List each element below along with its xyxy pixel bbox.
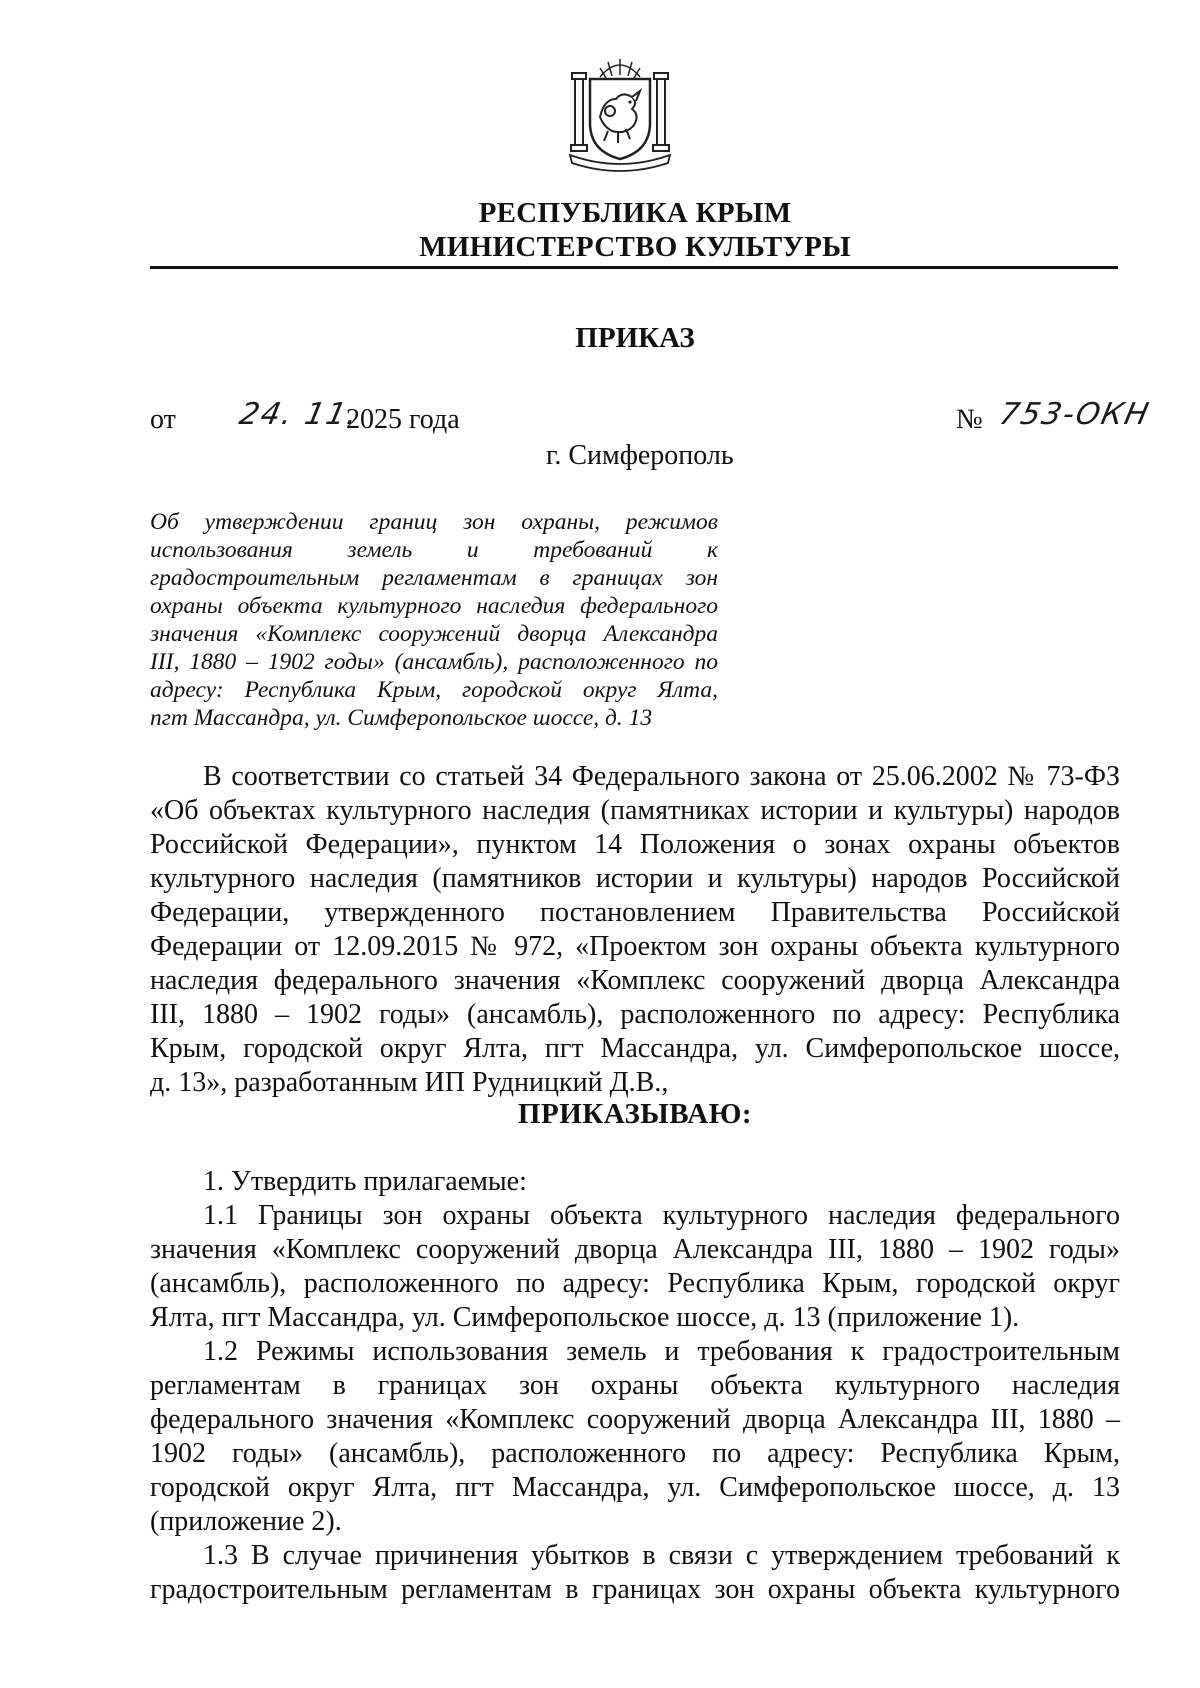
date-handwritten: 24. 11. xyxy=(236,397,363,432)
preamble xyxy=(150,760,1120,1100)
city: г. Симферополь xyxy=(546,440,734,471)
item-1-2-line: 1902 годы» (ансамбль), расположенного по адресу: Республика Крым, xyxy=(150,1438,1120,1469)
header-divider xyxy=(150,266,1118,269)
preamble-line: наследия федерального значения «Комплекс сооружений дворца Александра xyxy=(150,965,1120,996)
item-1-2-line: регламентам в границах зон охраны объекта культурного наследия xyxy=(150,1370,1120,1401)
date-year: 2025 года xyxy=(346,404,460,435)
document-type: ПРИКАЗ xyxy=(575,322,695,354)
item-1-2-line: 1.2 Режимы использования земель и требования к градостроительным xyxy=(203,1336,1120,1367)
order-word: ПРИКАЗЫВАЮ: xyxy=(517,1098,753,1130)
item-1: 1. Утвердить прилагаемые: xyxy=(203,1166,527,1197)
header-republic: РЕСПУБЛИКА КРЫМ xyxy=(478,197,792,229)
preamble-line: В соответствии со статьей 34 Федерального закона от 25.06.2002 № 73-ФЗ xyxy=(203,761,1120,792)
item-1-1-line: значения «Комплекс сооружений дворца Александра III, 1880 – 1902 годы» xyxy=(150,1234,1120,1265)
item-1-3-line: градостроительным регламентам в границах зон охраны объекта культурного xyxy=(150,1574,1120,1605)
order-items xyxy=(150,1165,1120,1607)
item-1-1-line: Ялта, пгт Массандра, ул. Симферопольское шоссе, д. 13 (приложение 1). xyxy=(150,1302,1020,1333)
preamble-line: «Об объектах культурного наследия (памятниках истории и культуры) народов xyxy=(150,795,1120,826)
subject-line: значения «Комплекс сооружений дворца Александра xyxy=(150,621,718,647)
preamble-line: Российской Федерации», пунктом 14 Положения о зонах охраны объектов xyxy=(150,829,1120,860)
preamble-line: Федерации, утвержденного постановлением Правительства Российской xyxy=(150,897,1120,928)
subject-line: охраны объекта культурного наследия федерального xyxy=(150,593,718,619)
subject-line: Об утверждении границ зон охраны, режимов xyxy=(150,509,718,535)
item-1-2-line: федерального значения «Комплекс сооружений дворца Александра III, 1880 – xyxy=(150,1404,1120,1435)
item-1-2-line: городской округ Ялта, пгт Массандра, ул. Симферопольское шоссе, д. 13 xyxy=(150,1472,1120,1503)
coat-of-arms-icon xyxy=(560,55,680,175)
subject-line: градостроительным регламентам в границах зон xyxy=(150,565,718,591)
subject-line: пгт Массандра, ул. Симферопольское шоссе, д. 13 xyxy=(150,705,653,731)
number-handwritten: 753-ОКН xyxy=(996,397,1154,432)
item-1-1-line: 1.1 Границы зон охраны объекта культурного наследия федерального xyxy=(203,1200,1120,1231)
subject-line: адресу: Республика Крым, городской округ Ялта, xyxy=(150,677,718,703)
header-ministry: МИНИСТЕРСТВО КУЛЬТУРЫ xyxy=(419,231,851,263)
item-1-3-line: 1.3 В случае причинения убытков в связи с утверждением требований к xyxy=(203,1540,1120,1571)
subject-block xyxy=(150,508,718,732)
preamble-line: Федерации от 12.09.2015 № 972, «Проектом зон охраны объекта культурного xyxy=(150,931,1120,962)
item-1-1-line: (ансамбль), расположенного по адресу: Республика Крым, городской округ xyxy=(150,1268,1120,1299)
item-1-2-line: (приложение 2). xyxy=(150,1506,342,1537)
preamble-line: культурного наследия (памятников истории и культуры) народов Российской xyxy=(150,863,1120,894)
number-prefix: № xyxy=(956,404,983,435)
subject-line: III, 1880 – 1902 годы» (ансамбль), расположенного по xyxy=(150,649,718,675)
preamble-line: Крым, городской округ Ялта, пгт Массандра, ул. Симферопольское шоссе, xyxy=(150,1033,1120,1064)
date-prefix: от xyxy=(150,404,176,435)
preamble-line: III, 1880 – 1902 годы» (ансамбль), расположенного по адресу: Республика xyxy=(150,999,1120,1030)
preamble-line: д. 13», разработанным ИП Рудницкий Д.В., xyxy=(150,1067,669,1098)
subject-line: использования земель и требований к xyxy=(150,537,718,563)
